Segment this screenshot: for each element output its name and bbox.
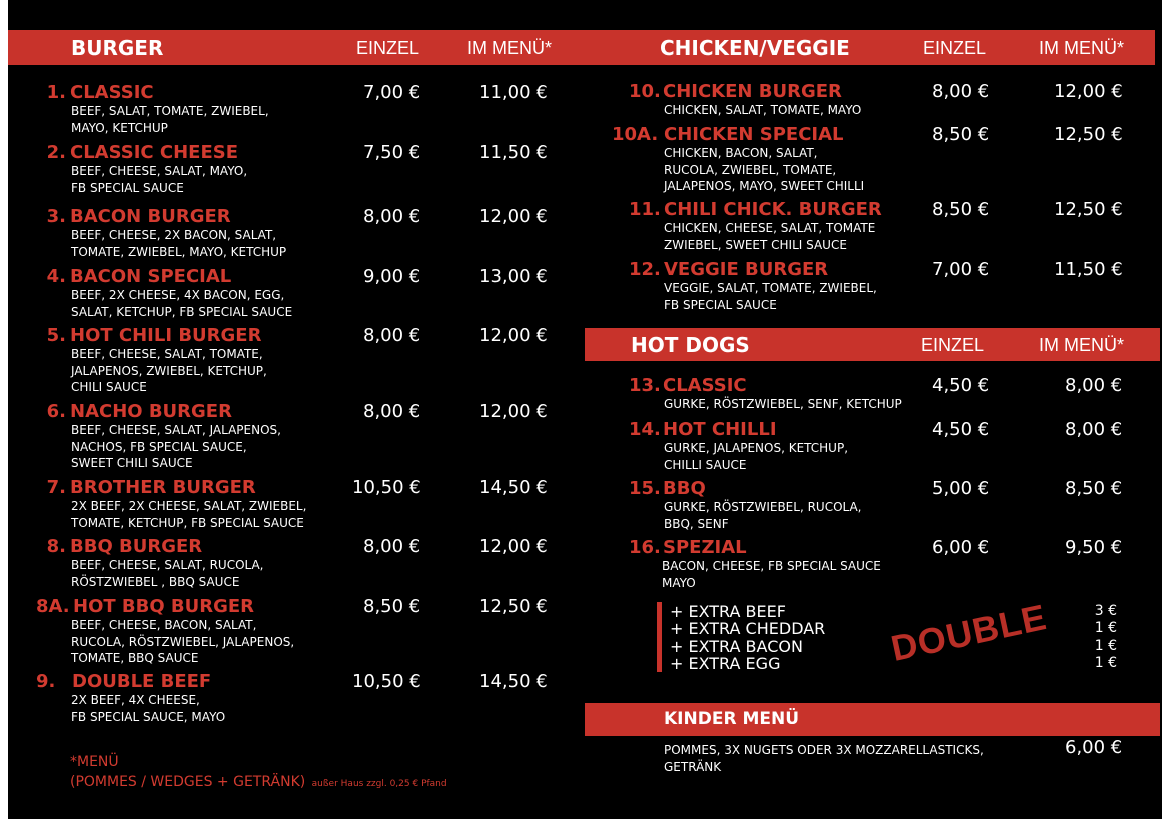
chicken-header-bar bbox=[585, 30, 1155, 65]
footnote-menu: *MENÜ bbox=[70, 754, 119, 770]
extra-bacon: + EXTRA BACON bbox=[670, 637, 803, 656]
kinder-description: POMMES, 3X NUGETS ODER 3X MOZZARELLASTICKS, GETRÄNK bbox=[664, 743, 984, 774]
item-price-single: 8,50 € bbox=[932, 199, 990, 220]
item-price-single: 7,50 € bbox=[363, 142, 421, 163]
item-name: BBQ BURGER bbox=[70, 536, 203, 557]
item-number: 8. bbox=[46, 536, 66, 557]
extra-egg-price: 1 € bbox=[1094, 655, 1117, 671]
item-number: 11. bbox=[629, 199, 661, 220]
item-price-single: 8,00 € bbox=[363, 401, 421, 422]
item-price-single: 7,00 € bbox=[932, 259, 990, 280]
item-number: 10A. bbox=[612, 124, 659, 145]
item-number: 6. bbox=[46, 401, 66, 422]
item-name: CLASSIC bbox=[663, 375, 747, 396]
item-price-single: 8,00 € bbox=[363, 325, 421, 346]
burger-header-bar bbox=[8, 30, 585, 65]
item-name: SPEZIAL bbox=[663, 537, 747, 558]
item-price-menu: 12,00 € bbox=[479, 401, 548, 422]
extra-bacon-price: 1 € bbox=[1094, 638, 1117, 654]
double-stamp: DOUBLE bbox=[887, 596, 1051, 669]
kinder-section-title: KINDER MENÜ bbox=[664, 709, 800, 729]
hotdogs-header-bar bbox=[585, 328, 1160, 361]
item-description: BEEF, CHEESE, SALAT, RUCOLA, RÖSTZWIEBEL , BBQ SAUCE bbox=[71, 558, 264, 589]
item-price-menu: 12,00 € bbox=[479, 536, 548, 557]
item-description: VEGGIE, SALAT, TOMATE, ZWIEBEL, FB SPECIAL SAUCE bbox=[664, 281, 877, 312]
item-number: 4. bbox=[46, 266, 66, 287]
item-price-single: 5,00 € bbox=[932, 478, 990, 499]
hotdogs-col-einzel: EINZEL bbox=[921, 335, 985, 355]
item-number: 16. bbox=[629, 537, 661, 558]
extra-beef: + EXTRA BEEF bbox=[670, 602, 786, 621]
item-price-single: 8,00 € bbox=[932, 81, 990, 102]
item-price-single: 4,50 € bbox=[932, 375, 990, 396]
item-description: GURKE, RÖSTZWIEBEL, RUCOLA, BBQ, SENF bbox=[664, 500, 862, 531]
item-description: GURKE, RÖSTZWIEBEL, SENF, KETCHUP bbox=[664, 397, 902, 411]
item-description: CHICKEN, SALAT, TOMATE, MAYO bbox=[664, 103, 862, 117]
extra-egg: + EXTRA EGG bbox=[670, 654, 781, 673]
item-description: BEEF, CHEESE, SALAT, JALAPENOS, NACHOS, FB SPECIAL SAUCE, SWEET CHILI SAUCE bbox=[71, 423, 281, 470]
item-price-menu: 12,50 € bbox=[479, 596, 548, 617]
item-price-single: 8,00 € bbox=[363, 206, 421, 227]
footnote-menu-contents: (POMMES / WEDGES + GETRÄNK) bbox=[70, 774, 306, 790]
item-number: 14. bbox=[629, 419, 661, 440]
item-price-single: 4,50 € bbox=[932, 419, 990, 440]
item-description: BACON, CHEESE, FB SPECIAL SAUCE MAYO bbox=[662, 559, 881, 590]
item-number: 13. bbox=[629, 375, 661, 396]
kinder-header-bar bbox=[585, 703, 1160, 736]
extra-beef-price: 3 € bbox=[1094, 603, 1117, 619]
chicken-col-menu: IM MENÜ* bbox=[1039, 38, 1124, 58]
item-name: CHILI CHICK. BURGER bbox=[664, 199, 882, 220]
item-name: HOT CHILLI bbox=[663, 419, 777, 440]
item-price-single: 7,00 € bbox=[363, 82, 421, 103]
item-description: BEEF, CHEESE, SALAT, TOMATE, JALAPENOS, ZWIEBEL, KETCHUP, CHILI SAUCE bbox=[71, 347, 267, 394]
item-price-menu: 12,50 € bbox=[1054, 124, 1123, 145]
extras-divider bbox=[657, 602, 662, 672]
item-price-menu: 8,00 € bbox=[1065, 419, 1123, 440]
item-price-single: 8,00 € bbox=[363, 536, 421, 557]
kinder-price: 6,00 € bbox=[1065, 737, 1123, 758]
item-description: BEEF, CHEESE, BACON, SALAT, RUCOLA, RÖSTZWIEBEL, JALAPENOS, TOMATE, BBQ SAUCE bbox=[71, 618, 295, 665]
item-price-menu: 13,00 € bbox=[479, 266, 548, 287]
item-price-single: 8,50 € bbox=[932, 124, 990, 145]
item-name: HOT BBQ BURGER bbox=[73, 596, 255, 617]
item-price-menu: 11,50 € bbox=[479, 142, 548, 163]
item-name: BACON BURGER bbox=[70, 206, 231, 227]
item-price-single: 10,50 € bbox=[352, 671, 421, 692]
item-name: BACON SPECIAL bbox=[70, 266, 232, 287]
extra-cheddar-price: 1 € bbox=[1094, 620, 1117, 636]
item-name: CHICKEN BURGER bbox=[663, 81, 842, 102]
item-price-menu: 14,50 € bbox=[479, 671, 548, 692]
item-number: 7. bbox=[46, 477, 66, 498]
chicken-section-title: CHICKEN/VEGGIE bbox=[660, 36, 850, 60]
item-name: CLASSIC bbox=[70, 82, 154, 103]
burger-col-menu: IM MENÜ* bbox=[467, 38, 552, 58]
item-number: 2. bbox=[46, 142, 66, 163]
item-description: BEEF, 2X CHEESE, 4X BACON, EGG, SALAT, KETCHUP, FB SPECIAL SAUCE bbox=[71, 288, 293, 319]
item-description: 2X BEEF, 4X CHEESE, FB SPECIAL SAUCE, MAYO bbox=[71, 693, 226, 724]
item-name: BROTHER BURGER bbox=[70, 477, 256, 498]
hotdogs-col-menu: IM MENÜ* bbox=[1039, 335, 1124, 355]
item-price-menu: 11,50 € bbox=[1054, 259, 1123, 280]
item-name: NACHO BURGER bbox=[70, 401, 232, 422]
burger-section-title: BURGER bbox=[71, 36, 164, 60]
item-description: BEEF, CHEESE, SALAT, MAYO, FB SPECIAL SAUCE bbox=[71, 164, 248, 195]
item-description: BEEF, CHEESE, 2X BACON, SALAT, TOMATE, ZWIEBEL, MAYO, KETCHUP bbox=[71, 228, 287, 259]
menu-board bbox=[8, 0, 1162, 819]
item-price-menu: 9,50 € bbox=[1065, 537, 1123, 558]
item-name: VEGGIE BURGER bbox=[664, 259, 829, 280]
item-number: 5. bbox=[46, 325, 66, 346]
item-name: CLASSIC CHEESE bbox=[70, 142, 239, 163]
burger-col-einzel: EINZEL bbox=[356, 38, 420, 58]
extra-cheddar: + EXTRA CHEDDAR bbox=[670, 619, 826, 638]
item-name: DOUBLE BEEF bbox=[72, 671, 212, 692]
item-number: 12. bbox=[629, 259, 661, 280]
item-price-menu: 12,50 € bbox=[1054, 199, 1123, 220]
item-price-single: 9,00 € bbox=[363, 266, 421, 287]
item-price-menu: 12,00 € bbox=[1054, 81, 1123, 102]
item-name: CHICKEN SPECIAL bbox=[664, 124, 844, 145]
item-name: HOT CHILI BURGER bbox=[70, 325, 262, 346]
item-number: 10. bbox=[629, 81, 661, 102]
hotdogs-section-title: HOT DOGS bbox=[631, 333, 750, 357]
item-description: CHICKEN, CHEESE, SALAT, TOMATE ZWIEBEL, SWEET CHILI SAUCE bbox=[664, 221, 876, 252]
item-price-menu: 8,50 € bbox=[1065, 478, 1123, 499]
item-price-menu: 11,00 € bbox=[479, 82, 548, 103]
item-number: 15. bbox=[629, 478, 661, 499]
footnote-deposit: außer Haus zzgl. 0,25 € Pfand bbox=[311, 779, 447, 789]
item-price-menu: 12,00 € bbox=[479, 206, 548, 227]
footnote-menu-content bbox=[70, 774, 447, 790]
item-description: GURKE, JALAPENOS, KETCHUP, CHILLI SAUCE bbox=[664, 441, 849, 472]
item-price-menu: 8,00 € bbox=[1065, 375, 1123, 396]
item-name: BBQ bbox=[663, 478, 706, 499]
item-price-single: 6,00 € bbox=[932, 537, 990, 558]
chicken-col-einzel: EINZEL bbox=[923, 38, 987, 58]
item-description: CHICKEN, BACON, SALAT, RUCOLA, ZWIEBEL, TOMATE, JALAPENOS, MAYO, SWEET CHILLI bbox=[664, 146, 865, 193]
item-description: BEEF, SALAT, TOMATE, ZWIEBEL, MAYO, KETCHUP bbox=[71, 104, 269, 135]
item-price-menu: 14,50 € bbox=[479, 477, 548, 498]
item-price-single: 8,50 € bbox=[363, 596, 421, 617]
item-number: 1. bbox=[46, 82, 66, 103]
item-number: 3. bbox=[46, 206, 66, 227]
item-number: 8A. bbox=[36, 596, 70, 617]
item-price-menu: 12,00 € bbox=[479, 325, 548, 346]
item-price-single: 10,50 € bbox=[352, 477, 421, 498]
item-number: 9. bbox=[36, 671, 56, 692]
item-description: 2X BEEF, 2X CHEESE, SALAT, ZWIEBEL, TOMATE, KETCHUP, FB SPECIAL SAUCE bbox=[71, 499, 307, 530]
